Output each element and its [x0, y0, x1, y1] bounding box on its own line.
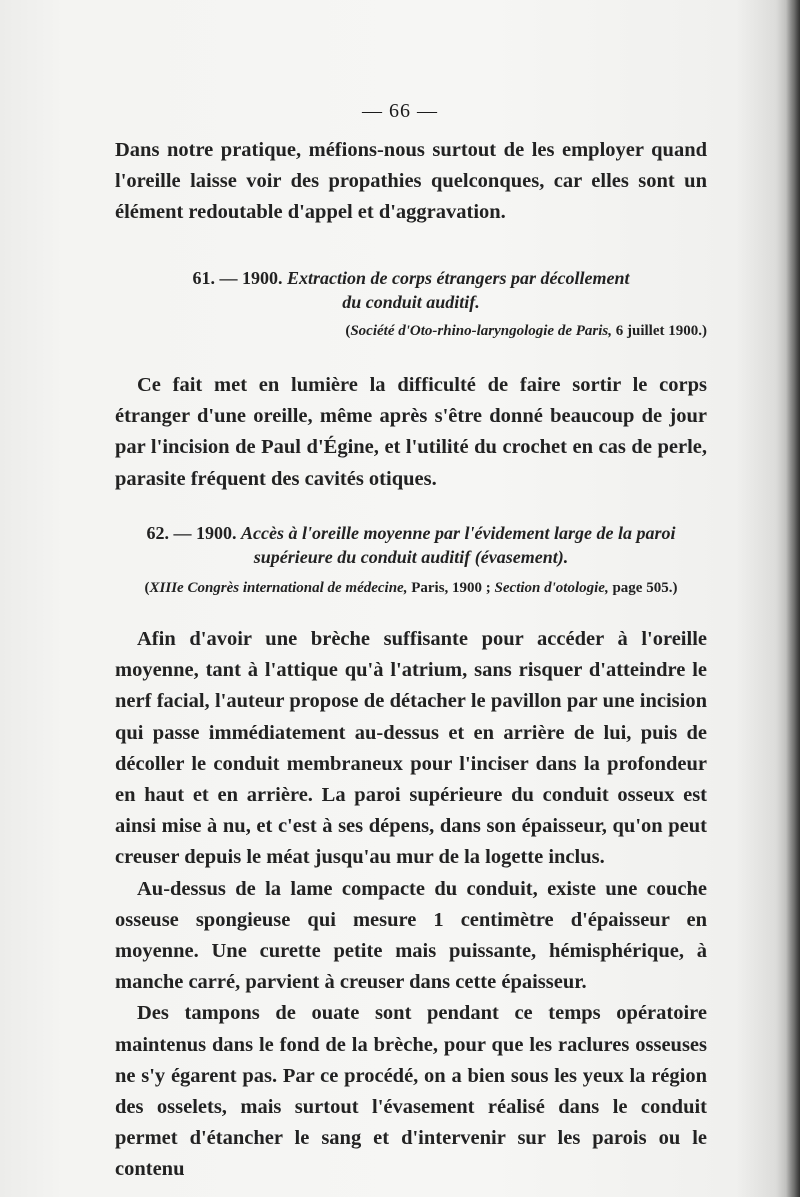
entry-62-heading [115, 521, 707, 569]
entry-61-source-society: Société d'Oto-rhino-laryngologie de Paris, [350, 323, 612, 339]
entry-62-source-page: page 505.) [612, 580, 678, 596]
entry-62-paragraph-1: Afin d'avoir une brèche suffisante pour accéder à l'oreille moyenne, tant à l'attique qu'à l'atrium, sans risquer d'atteindre le nerf facial, l'auteur propose de détacher le pavillon par une incision qui passe immédiatement au-dessus et en arrière de lui, puis de décoller le conduit membraneux pour l'inciser dans la profondeur en haut et en arrière. La paroi supérieure du conduit osseux est ainsi mise à nu, et c'est à ses dépens, dans son épaisseur, qu'on peut creuser depuis le méat jusqu'au mur de la logette inclus. [115, 628, 707, 869]
entry-61-number: 61. — 1900. [192, 268, 283, 288]
entry-62-title-line1: Accès à l'oreille moyenne par l'évidement large de la paroi [241, 523, 676, 543]
entry-62-source: (XIIIe Congrès international de médecine, Paris, 1900 ; Section d'otologie, page 505.) [144, 580, 678, 596]
entry-61-body [115, 370, 707, 495]
entry-61-source: (Société d'Oto-rhino-laryngologie de Paris, 6 juillet 1900.) [345, 323, 707, 339]
entry-62-title-suffix: (évasement). [474, 547, 569, 567]
entry-62-source-section: Section d'otologie, [494, 580, 609, 596]
entry-61-paragraph: Ce fait met en lumière la difficulté de faire sortir le corps étranger d'une oreille, même après s'être donné beaucoup de jour par l'incision de Paul d'Égine, et l'utilité du crochet en cas de perle, parasite fréquent des cavités otiques. [115, 374, 707, 490]
entry-61-title-line1: Extraction de corps étrangers par décollement [287, 268, 630, 288]
entry-62-title-line2: supérieure du conduit auditif [253, 547, 471, 567]
entry-61-title-line2: du conduit auditif. [342, 292, 480, 312]
entry-62-body [115, 624, 707, 1186]
intro-paragraph: Dans notre pratique, méfions-nous surtout de les employer quand l'oreille laisse voir des propathies quelconques, car elles sont un élément redoutable d'appel et d'aggravation. [115, 139, 707, 224]
entry-62-paragraph-3: Des tampons de ouate sont pendant ce temps opératoire maintenus dans le fond de la brèche, pour que les raclures osseuses ne s'y égarent pas. Par ce procédé, on a bien sous les yeux la région des osselets, mais surtout l'évasement réalisé dans le conduit permet d'étancher le sang et d'intervenir sur les parois ou le contenu [115, 1002, 707, 1181]
page-number: — 66 — [362, 100, 438, 122]
intro-block [115, 135, 707, 229]
entry-62-paragraph-2: Au-dessus de la lame compacte du conduit, existe une couche osseuse spongieuse qui mesure 1 centimètre d'épaisseur en moyenne. Une curette petite mais puissante, hémisphérique, à manche carré, parvient à creuser dans cette épaisseur. [115, 877, 707, 994]
entry-61-source-date: 6 juillet 1900.) [615, 323, 707, 339]
entry-62-source-place: Paris, 1900 ; [411, 580, 491, 596]
page-edge-shadow [786, 0, 800, 1197]
entry-62-source-congress: XIIIe Congrès international de médecine, [149, 580, 408, 596]
entry-61-heading [115, 266, 707, 314]
entry-62-number: 62. — 1900. [146, 523, 237, 543]
